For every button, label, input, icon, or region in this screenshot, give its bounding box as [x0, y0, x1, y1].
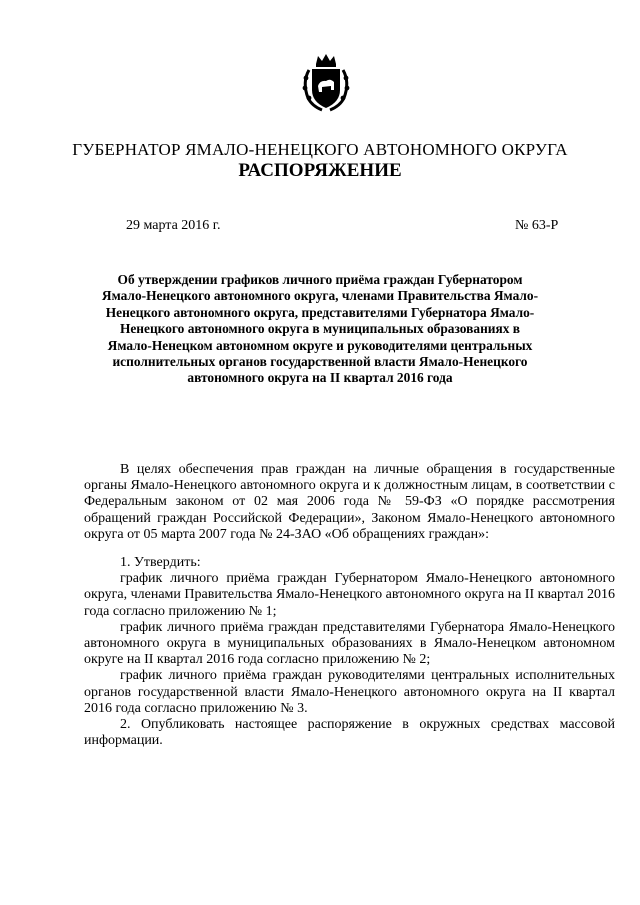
coat-of-arms-icon: [300, 52, 352, 112]
issuing-authority: ГУБЕРНАТОР ЯМАЛО-НЕНЕЦКОГО АВТОНОМНОГО ОКРУГА: [72, 140, 568, 159]
item-1-heading: 1. Утвердить:: [120, 555, 201, 571]
item-1c-paragraph: график личного приёма граждан руководителями центральных исполнительных органов государственной власти Ямало-Ненецкого автономного округа на II квартал 2016 года согласно приложению № 3.: [84, 668, 615, 716]
item-1a-paragraph: график личного приёма граждан Губернатором Ямало-Ненецкого автономного округа, членами Правительства Ямало-Ненецкого автономного округа на II квартал 2016 года согласно приложению № 1;: [84, 571, 615, 619]
preamble-paragraph: В целях обеспечения прав граждан на личные обращения в государственные органы Ямало-Ненецкого автономного округа и к должностным лицам, в соответствии с Федеральным законом от 02 мая 2006 года № 59-ФЗ «О порядке рассмотрения обращений граждан Российской Федерации», Законом Ямало-Ненецкого автономного округа от 05 марта 2007 года № 24-ЗАО «Об обращениях граждан»:: [84, 462, 615, 542]
document-type: РАСПОРЯЖЕНИЕ: [238, 160, 402, 181]
document-title: Об утверждении графиков личного приёма граждан Губернатором Ямало-Ненецкого автономного округа, членами Правительства Ямало-Ненецкого автономного округа, представителями Губернатора Ямало-Ненецкого автономного округа в муниципальных образованиях в Ямало-Ненецком автономном округе и руководителями центральных исполнительных органов государственной власти Ямало-Ненецкого автономного округа на II квартал 2016 года: [101, 272, 539, 386]
item-2-paragraph: 2. Опубликовать настоящее распоряжение в окружных средствах массовой информации.: [84, 717, 615, 749]
document-date: 29 марта 2016 г.: [126, 218, 221, 233]
document-number: № 63-Р: [515, 218, 559, 233]
item-1b-paragraph: график личного приёма граждан представителями Губернатора Ямало-Ненецкого автономного округа в муниципальных образованиях в Ямало-Ненецком автономном округе на II квартал 2016 года согласно приложению № 2;: [84, 619, 615, 668]
document-body: [84, 462, 615, 749]
